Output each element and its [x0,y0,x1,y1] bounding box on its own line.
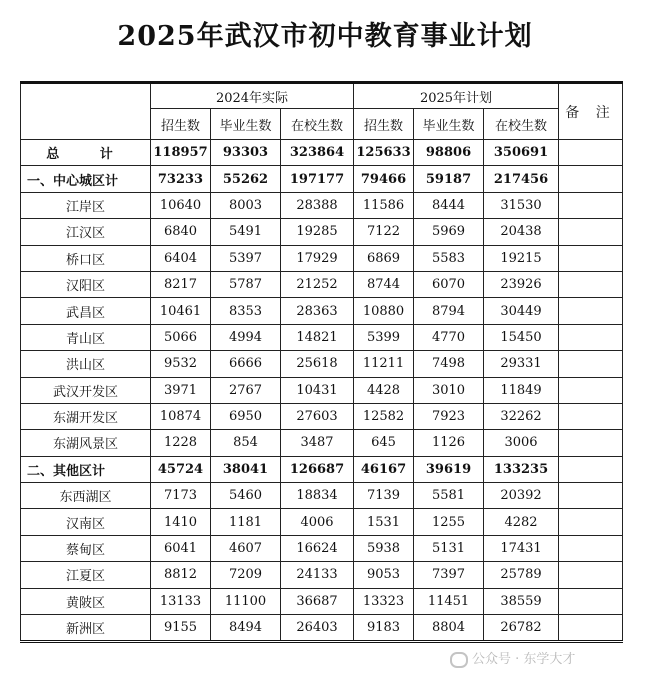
header-row-groups [21,83,623,109]
graduate-2025-cell: 4770 [414,324,484,350]
in-school-2024-cell: 19285 [281,219,354,245]
enroll-2024-cell: 1228 [151,430,211,456]
enroll-2025-cell: 8744 [354,271,414,297]
remarks-cell [559,403,623,429]
graduate-2024-cell: 5491 [211,219,281,245]
enroll-2024-cell: 8812 [151,562,211,588]
remarks-cell [559,535,623,561]
in-school-2025-cell: 32262 [484,403,559,429]
enroll-2025-cell: 6869 [354,245,414,271]
graduate-2025-cell: 11451 [414,588,484,614]
graduate-2025-cell: 39619 [414,456,484,482]
graduate-2024-cell: 8003 [211,192,281,218]
table-row [21,271,623,297]
district-name: 二、其他区计 [21,456,151,482]
enroll-2025-cell: 645 [354,430,414,456]
table-row [21,219,623,245]
table-row [21,377,623,403]
in-school-2024-cell: 126687 [281,456,354,482]
header-in-school-2024: 在校生数 [281,109,354,140]
remarks-cell [559,430,623,456]
table-row [21,192,623,218]
enroll-2024-cell: 1410 [151,509,211,535]
table-row [21,298,623,324]
header-in-school-2025: 在校生数 [484,109,559,140]
graduate-2025-cell: 8444 [414,192,484,218]
district-name: 黄陂区 [21,588,151,614]
district-name: 总 计 [21,140,151,166]
remarks-cell [559,245,623,271]
subtotal-row [21,166,623,192]
district-name: 青山区 [21,324,151,350]
graduate-2025-cell: 5581 [414,483,484,509]
subtotal-row [21,456,623,482]
graduate-2025-cell: 7397 [414,562,484,588]
header-corner-cell [21,83,151,140]
header-graduate-2025: 毕业生数 [414,109,484,140]
graduate-2025-cell: 5583 [414,245,484,271]
table-row [21,324,623,350]
district-name: 江夏区 [21,562,151,588]
in-school-2024-cell: 36687 [281,588,354,614]
in-school-2025-cell: 3006 [484,430,559,456]
remarks-cell [559,324,623,350]
remarks-cell [559,483,623,509]
enroll-2024-cell: 9155 [151,615,211,642]
enroll-2024-cell: 5066 [151,324,211,350]
table-row [21,403,623,429]
table-row [21,351,623,377]
remarks-cell [559,588,623,614]
enroll-2024-cell: 3971 [151,377,211,403]
graduate-2024-cell: 93303 [211,140,281,166]
in-school-2025-cell: 20438 [484,219,559,245]
graduate-2025-cell: 5131 [414,535,484,561]
enroll-2025-cell: 11211 [354,351,414,377]
remarks-cell [559,456,623,482]
remarks-cell [559,271,623,297]
in-school-2025-cell: 19215 [484,245,559,271]
graduate-2025-cell: 98806 [414,140,484,166]
enroll-2024-cell: 6041 [151,535,211,561]
district-name: 汉南区 [21,509,151,535]
enroll-2024-cell: 10874 [151,403,211,429]
page-title: 2025年武汉市初中教育事业计划 [117,21,533,52]
enroll-2025-cell: 13323 [354,588,414,614]
table-row [21,483,623,509]
graduate-2025-cell: 1126 [414,430,484,456]
in-school-2024-cell: 28388 [281,192,354,218]
enroll-2025-cell: 4428 [354,377,414,403]
enroll-2025-cell: 12582 [354,403,414,429]
graduate-2025-cell: 7498 [414,351,484,377]
remarks-cell [559,377,623,403]
total-row [21,140,623,166]
graduate-2025-cell: 1255 [414,509,484,535]
enroll-2025-cell: 5938 [354,535,414,561]
in-school-2024-cell: 323864 [281,140,354,166]
graduate-2024-cell: 6950 [211,403,281,429]
enroll-2024-cell: 13133 [151,588,211,614]
graduate-2024-cell: 5787 [211,271,281,297]
district-name: 汉阳区 [21,271,151,297]
in-school-2024-cell: 14821 [281,324,354,350]
graduate-2024-cell: 38041 [211,456,281,482]
in-school-2024-cell: 18834 [281,483,354,509]
remarks-cell [559,509,623,535]
enroll-2025-cell: 10880 [354,298,414,324]
enroll-2024-cell: 73233 [151,166,211,192]
enroll-2024-cell: 45724 [151,456,211,482]
district-name: 蔡甸区 [21,535,151,561]
in-school-2024-cell: 4006 [281,509,354,535]
district-name: 洪山区 [21,351,151,377]
in-school-2025-cell: 29331 [484,351,559,377]
table-body [21,140,623,642]
enroll-2024-cell: 118957 [151,140,211,166]
enroll-2025-cell: 11586 [354,192,414,218]
district-name: 东西湖区 [21,483,151,509]
graduate-2025-cell: 59187 [414,166,484,192]
district-name: 新洲区 [21,615,151,642]
enroll-2025-cell: 125633 [354,140,414,166]
remarks-cell [559,192,623,218]
graduate-2024-cell: 6666 [211,351,281,377]
table-row [21,245,623,271]
in-school-2025-cell: 4282 [484,509,559,535]
graduate-2025-cell: 7923 [414,403,484,429]
in-school-2025-cell: 38559 [484,588,559,614]
enroll-2024-cell: 6840 [151,219,211,245]
remarks-cell [559,298,623,324]
enroll-2024-cell: 6404 [151,245,211,271]
in-school-2025-cell: 26782 [484,615,559,642]
remarks-cell [559,219,623,245]
district-name: 桥口区 [21,245,151,271]
in-school-2025-cell: 15450 [484,324,559,350]
header-graduate-2024: 毕业生数 [211,109,281,140]
enroll-2024-cell: 7173 [151,483,211,509]
in-school-2024-cell: 26403 [281,615,354,642]
in-school-2025-cell: 31530 [484,192,559,218]
district-name: 江汉区 [21,219,151,245]
in-school-2025-cell: 20392 [484,483,559,509]
graduate-2024-cell: 7209 [211,562,281,588]
graduate-2025-cell: 3010 [414,377,484,403]
enroll-2025-cell: 9053 [354,562,414,588]
graduate-2024-cell: 55262 [211,166,281,192]
enroll-2024-cell: 10640 [151,192,211,218]
in-school-2024-cell: 24133 [281,562,354,588]
graduate-2024-cell: 1181 [211,509,281,535]
graduate-2025-cell: 6070 [414,271,484,297]
in-school-2024-cell: 28363 [281,298,354,324]
table-row [21,615,623,642]
table-row [21,509,623,535]
enroll-2024-cell: 9532 [151,351,211,377]
header-2024-actual: 2024年实际 [151,83,354,109]
table-row [21,430,623,456]
enroll-2024-cell: 10461 [151,298,211,324]
in-school-2024-cell: 16624 [281,535,354,561]
graduate-2025-cell: 8794 [414,298,484,324]
in-school-2025-cell: 350691 [484,140,559,166]
remarks-cell [559,166,623,192]
graduate-2024-cell: 2767 [211,377,281,403]
in-school-2025-cell: 30449 [484,298,559,324]
header-enroll-2024: 招生数 [151,109,211,140]
header-remarks: 备 注 [559,83,623,140]
remarks-cell [559,615,623,642]
district-name: 东湖开发区 [21,403,151,429]
graduate-2024-cell: 8494 [211,615,281,642]
remarks-cell [559,351,623,377]
enroll-2025-cell: 7139 [354,483,414,509]
in-school-2025-cell: 23926 [484,271,559,297]
enroll-2025-cell: 1531 [354,509,414,535]
in-school-2024-cell: 25618 [281,351,354,377]
graduate-2025-cell: 5969 [414,219,484,245]
watermark [450,648,575,668]
graduate-2024-cell: 4994 [211,324,281,350]
district-name: 东湖风景区 [21,430,151,456]
watermark-text: 公众号 · 东学大才 [472,652,576,667]
education-plan-table [20,81,623,643]
graduate-2024-cell: 8353 [211,298,281,324]
in-school-2025-cell: 25789 [484,562,559,588]
enroll-2025-cell: 46167 [354,456,414,482]
district-name: 江岸区 [21,192,151,218]
graduate-2024-cell: 5460 [211,483,281,509]
enroll-2025-cell: 79466 [354,166,414,192]
remarks-cell [559,140,623,166]
table-row [21,535,623,561]
enroll-2025-cell: 9183 [354,615,414,642]
graduate-2024-cell: 5397 [211,245,281,271]
in-school-2025-cell: 17431 [484,535,559,561]
graduate-2025-cell: 8804 [414,615,484,642]
header-2025-plan: 2025年计划 [354,83,559,109]
district-name: 武汉开发区 [21,377,151,403]
in-school-2024-cell: 10431 [281,377,354,403]
in-school-2024-cell: 27603 [281,403,354,429]
header-enroll-2025: 招生数 [354,109,414,140]
table-row [21,588,623,614]
district-name: 一、中心城区计 [21,166,151,192]
in-school-2024-cell: 17929 [281,245,354,271]
graduate-2024-cell: 4607 [211,535,281,561]
graduate-2024-cell: 11100 [211,588,281,614]
in-school-2025-cell: 11849 [484,377,559,403]
enroll-2024-cell: 8217 [151,271,211,297]
in-school-2025-cell: 133235 [484,456,559,482]
graduate-2024-cell: 854 [211,430,281,456]
in-school-2024-cell: 197177 [281,166,354,192]
district-name: 武昌区 [21,298,151,324]
in-school-2025-cell: 217456 [484,166,559,192]
enroll-2025-cell: 5399 [354,324,414,350]
enroll-2025-cell: 7122 [354,219,414,245]
table-row [21,562,623,588]
in-school-2024-cell: 21252 [281,271,354,297]
remarks-cell [559,562,623,588]
wechat-icon [450,652,468,668]
in-school-2024-cell: 3487 [281,430,354,456]
